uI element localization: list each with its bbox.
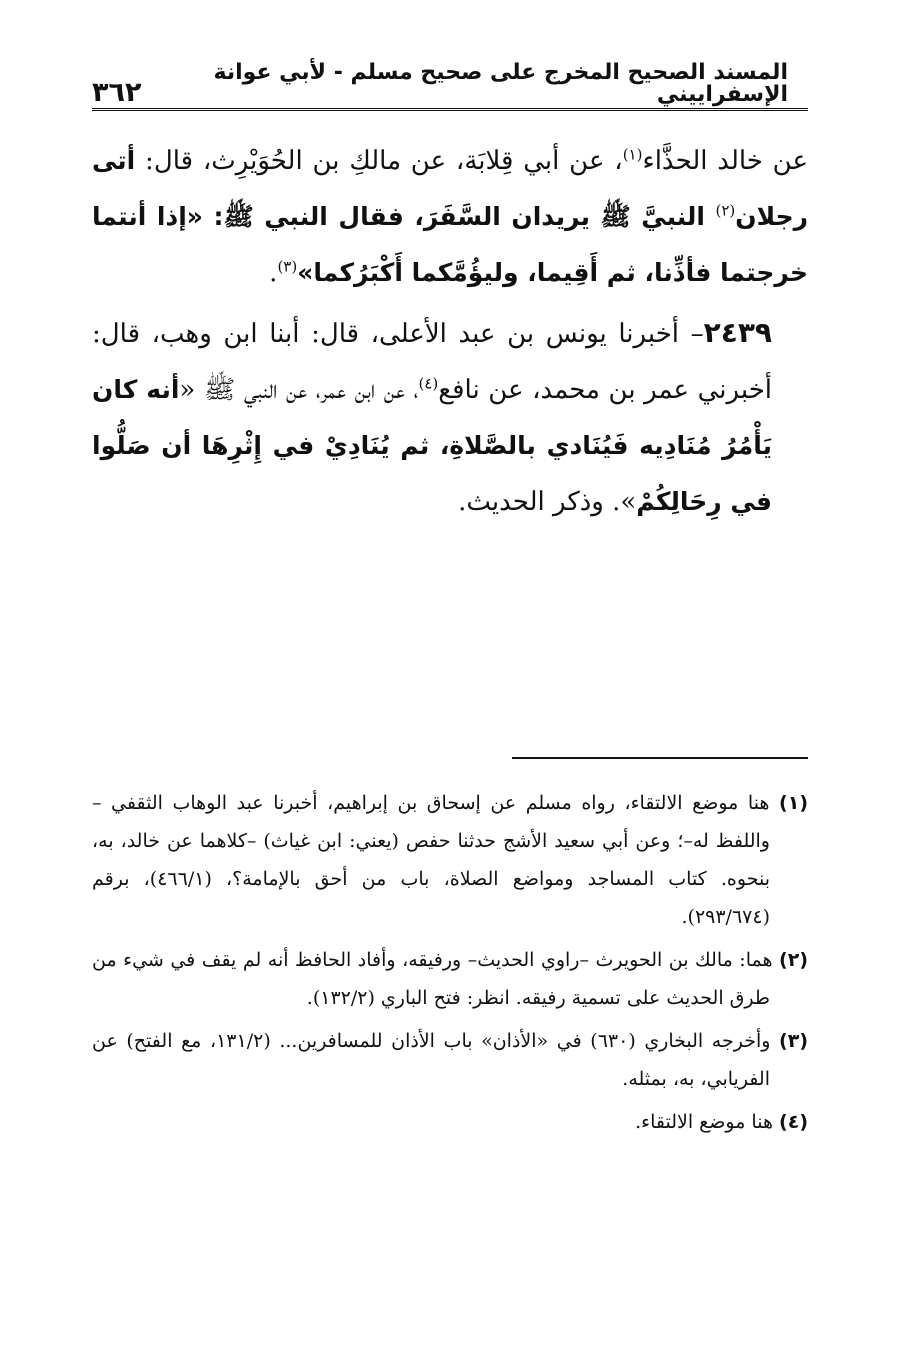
footnote-mark: (٤) (779, 1111, 808, 1133)
main-text (92, 133, 808, 530)
text-segment: – أخبرنا يونس بن عبد الأعلى، قال: أبنا ابن وهب، قال: أخبرني عمر بن محمد، عن نافع (92, 319, 772, 405)
text-segment: . (269, 258, 278, 288)
hadith-text: النبيَّ ﷺ يريدان السَّفَرَ، فقال النبي ﷺ: «إذا أنتما خرجتما فأذِّنا، ثم أَقِيما، وليؤُمَّكما أَكْبَرُكما» (92, 202, 808, 287)
page-header (92, 62, 808, 111)
footnote-mark: (٢) (779, 949, 809, 971)
hadith-text: أنه كان يَأْمُرُ مُنَادِيه فَيُنَادي بالصَّلاةِ، ثم يُنَادِيْ في إِثْرِهَا أن صَلُّوا في رِحَالِكُمْ (92, 375, 772, 516)
footnote-3 (92, 1022, 808, 1098)
page-number: ٣٦٢ (92, 77, 142, 108)
footnote-separator (512, 757, 808, 759)
footnote-4 (92, 1103, 808, 1141)
footnote-ref-1[interactable]: (١) (622, 145, 643, 164)
footnote-mark: (١) (779, 792, 808, 814)
text-segment: ». وذكر الحديث. (458, 487, 637, 517)
paragraph-1 (92, 133, 808, 301)
footnote-text: وأخرجه البخاري (٦٣٠) في «الأذان» باب الأذان للمسافرين... (١٣١/٢، مع الفتح) عن الفريابي، به، بمثله. (92, 1030, 771, 1090)
footnote-text: هنا موضع الالتقاء، رواه مسلم عن إسحاق بن إبراهيم، أخبرنا عبد الوهاب الثقفي – واللفظ له–؛ وعن أبي سعيد الأشج حدثنا حفص (يعني: ابن غياث) –كلاهما عن خالد، به، بنحوه. كتاب المساجد ومواضع الصلاة، باب من أحق بالإمامة؟، (٤٦٦/١)، برقم (٢٩٣/٦٧٤). (92, 792, 770, 928)
footnote-mark: (٣) (779, 1030, 808, 1052)
paragraph-2 (92, 305, 808, 530)
hadith-number: ٢٤٣٩ (703, 316, 772, 349)
footnotes (92, 784, 808, 1146)
text-segment: ، عن ابن عمر، عن النبي ﷺ « (179, 375, 419, 405)
running-title: المسند الصحيح المخرج على صحيح مسلم - لأبي عوانة الإسفراييني (213, 60, 788, 107)
footnote-1 (92, 784, 808, 936)
bold-segment: أتى رجلان (92, 146, 808, 231)
page (92, 62, 808, 1302)
footnote-2 (92, 941, 808, 1017)
text-segment: ، عن أبي قِلابَة، عن مالكِ بن الحُوَيْرِث، قال: (135, 146, 623, 176)
footnote-ref-4[interactable]: (٤) (418, 374, 439, 393)
footnote-text: هنا موضع الالتقاء. (635, 1111, 773, 1133)
text-segment: عن خالد الحذَّاء (642, 146, 808, 176)
footnote-ref-2[interactable]: (٢) (715, 201, 736, 220)
footnote-ref-3[interactable]: (٣) (277, 257, 298, 276)
footnote-text: هما: مالك بن الحويرث –راوي الحديث– ورفيقه، وأفاد الحافظ أنه لم يقف في شيء من طرق الحديث على تسمية رفيقه. انظر: فتح الباري (١٣٢/٢). (92, 949, 773, 1009)
